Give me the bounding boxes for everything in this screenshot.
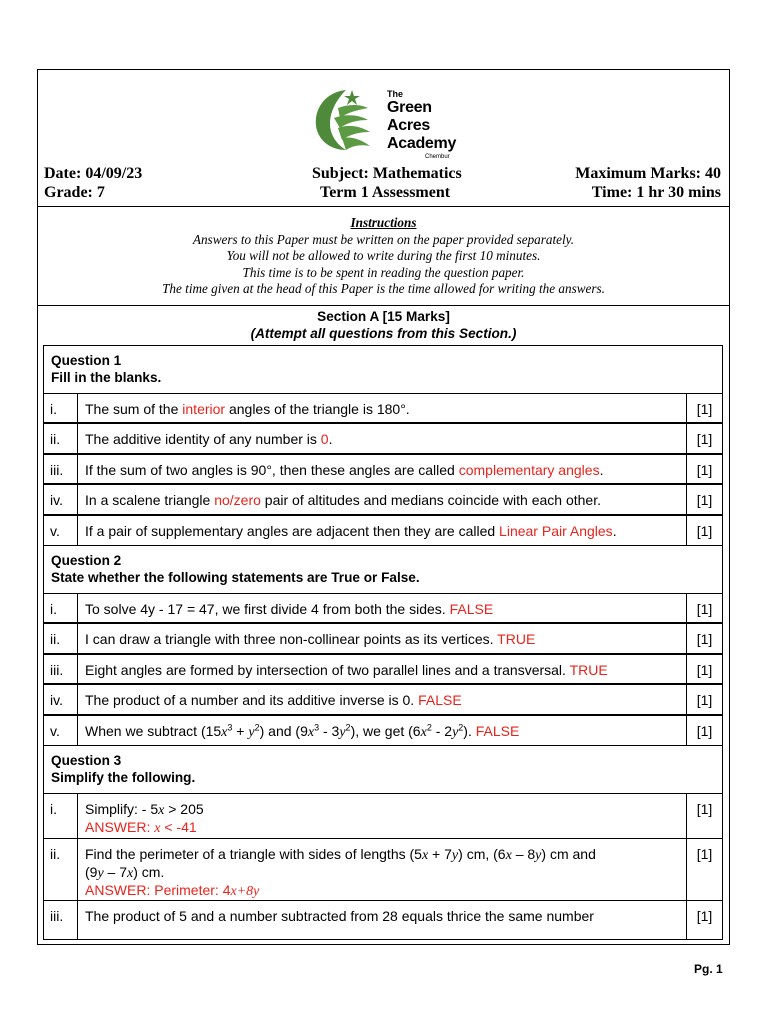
exponent: 2 xyxy=(426,722,432,733)
math-var: x xyxy=(421,848,429,863)
logo-name-line2: Academy xyxy=(387,135,457,152)
math-var: x xyxy=(154,821,161,836)
item-text-part: ), we get (6 xyxy=(350,723,421,739)
item-text-part: . xyxy=(599,462,604,478)
item-marks: [1] xyxy=(686,424,722,453)
section-title: Section A [15 Marks] xyxy=(317,309,450,324)
item-number: v. xyxy=(44,516,78,545)
item-marks: [1] xyxy=(686,839,722,900)
item-text-part: I can draw a triangle with three non-collinear points as its vertices. xyxy=(85,631,498,647)
item-text-part: . xyxy=(328,431,333,447)
item-text xyxy=(78,655,686,683)
item-text xyxy=(78,839,686,900)
item-number: ii. xyxy=(44,839,78,900)
item-text-part: In a scalene triangle xyxy=(85,492,215,508)
item-marks: [1] xyxy=(686,655,722,683)
item-number: i. xyxy=(44,594,78,622)
item-text xyxy=(78,516,686,545)
item-text xyxy=(78,394,686,422)
item-text-part: pair of altitudes and medians coincide with each other. xyxy=(260,492,602,508)
item-number: ii. xyxy=(44,424,78,453)
max-marks-label: Maximum Marks: 40 xyxy=(575,165,721,182)
q2-item xyxy=(43,623,723,654)
math-var: x xyxy=(307,725,315,740)
item-text xyxy=(78,455,686,483)
exponent: 2 xyxy=(345,722,351,733)
question-2-header xyxy=(43,545,723,594)
item-answer: TRUE xyxy=(569,662,608,678)
item-text-part: ) and (9 xyxy=(259,723,308,739)
item-answer: Linear Pair Angles xyxy=(499,523,613,539)
section-heading xyxy=(38,308,729,342)
q2-item xyxy=(43,715,723,746)
exponent: 2 xyxy=(254,722,260,733)
item-text-part: ) cm and xyxy=(541,846,596,862)
exponent: 3 xyxy=(227,722,233,733)
math-var: y xyxy=(452,725,459,740)
item-text-part: + xyxy=(232,723,249,739)
item-text-part: The additive identity of any number is xyxy=(85,431,321,447)
item-number: iv. xyxy=(44,485,78,514)
date-label: Date: 04/09/23 xyxy=(44,165,143,182)
item-text xyxy=(78,794,686,838)
exponent: 3 xyxy=(314,722,320,733)
item-text-part: Simplify: - 5 xyxy=(85,801,159,817)
item-marks: [1] xyxy=(686,624,722,653)
item-marks: [1] xyxy=(686,901,722,939)
logo-name-line1: Green Acres xyxy=(387,99,432,134)
item-number: iii. xyxy=(44,655,78,683)
item-number: iv. xyxy=(44,685,78,714)
math-var: x xyxy=(127,866,134,881)
item-marks: [1] xyxy=(686,794,722,838)
item-answer: ANSWER: Perimeter: 4 xyxy=(85,882,231,898)
instruction-line: The time given at the head of this Paper is the time allowed for writing the answers. xyxy=(162,281,605,296)
answer-line xyxy=(85,819,686,837)
item-answer: FALSE xyxy=(449,601,494,617)
question-line xyxy=(85,801,686,819)
item-text-part: . xyxy=(612,523,617,539)
math-var: y xyxy=(339,725,346,740)
page-number: Pg. 1 xyxy=(694,962,723,976)
q3-item xyxy=(43,838,723,901)
question-subtitle: Simplify the following. xyxy=(51,770,196,785)
subject-label: Subject: Mathematics xyxy=(312,165,462,182)
item-answer: FALSE xyxy=(418,692,462,708)
answer-line xyxy=(85,882,686,900)
math-var: y xyxy=(451,848,459,863)
item-text-part: – 7 xyxy=(103,864,128,880)
math-var: y xyxy=(97,866,104,881)
item-answer: interior xyxy=(182,401,226,417)
item-text-part: To solve 4y - 17 = 47, we first divide 4 from both the sides. xyxy=(85,601,450,617)
item-text xyxy=(78,485,686,514)
question-subtitle: Fill in the blanks. xyxy=(51,370,162,385)
item-text-part: + 7 xyxy=(428,846,452,862)
question-line xyxy=(85,846,686,864)
item-text-part: Eight angles are formed by intersection of two parallel lines and a transversal. xyxy=(85,662,570,678)
item-marks: [1] xyxy=(686,594,722,622)
math-var: x xyxy=(221,725,228,740)
q1-item xyxy=(43,515,723,546)
math-var: y xyxy=(248,725,255,740)
q3-item xyxy=(43,793,723,839)
item-answer: FALSE xyxy=(475,723,520,739)
math-var: x xyxy=(420,725,427,740)
math-var: x xyxy=(505,848,512,863)
item-text-part: angles of the triangle is 180°. xyxy=(225,401,410,417)
math-var: x xyxy=(158,803,165,818)
question-subtitle: State whether the following statements are True or False. xyxy=(51,570,420,585)
item-text-part: The sum of the xyxy=(85,401,183,417)
q2-item xyxy=(43,654,723,684)
item-text xyxy=(78,424,686,453)
q3-item xyxy=(43,900,723,940)
item-number: i. xyxy=(44,794,78,838)
question-title: Question 2 xyxy=(51,553,122,568)
item-text-part: ). xyxy=(463,723,476,739)
q2-item xyxy=(43,684,723,715)
item-text-part: If a pair of supplementary angles are adjacent then they are called xyxy=(85,523,500,539)
item-answer: < -41 xyxy=(160,819,197,835)
item-marks: [1] xyxy=(686,685,722,714)
math-var: y xyxy=(535,848,542,863)
item-text-part: ) cm, (6 xyxy=(458,846,506,862)
instruction-line: You will not be allowed to write during the first 10 minutes. xyxy=(226,248,541,263)
question-3-header xyxy=(43,745,723,794)
item-answer: 0 xyxy=(320,431,329,447)
item-text-part: The product of a number and its additive inverse is 0. xyxy=(85,692,419,708)
item-number: ii. xyxy=(44,624,78,653)
item-number: i. xyxy=(44,394,78,422)
question-title: Question 1 xyxy=(51,353,122,368)
item-text-part: ) cm. xyxy=(133,864,165,880)
instructions-block xyxy=(38,207,729,306)
item-text-part: - 2 xyxy=(431,723,453,739)
logo-subtitle: Chembur xyxy=(425,154,450,160)
grade-label: Grade: 7 xyxy=(44,184,105,201)
item-text xyxy=(78,624,686,653)
time-label: Time: 1 hr 30 mins xyxy=(591,184,721,201)
item-marks: [1] xyxy=(686,455,722,483)
exponent: 2 xyxy=(458,722,464,733)
logo-text xyxy=(387,89,468,161)
item-text-part: Find the perimeter of a triangle with sides of lengths (5 xyxy=(85,846,422,862)
item-number: iii. xyxy=(44,455,78,483)
instruction-line: Answers to this Paper must be written on the paper provided separately. xyxy=(192,231,575,247)
item-text-part: > 205 xyxy=(164,801,204,817)
question-title: Question 3 xyxy=(51,753,122,768)
item-text-part: If the sum of two angles is 90°, then these angles are called xyxy=(85,462,459,478)
item-number: v. xyxy=(44,716,78,745)
item-text-part: - 3 xyxy=(319,723,340,739)
q1-item xyxy=(43,484,723,515)
item-text-part: – 8 xyxy=(511,846,536,862)
item-text xyxy=(78,594,686,622)
item-answer: no/zero xyxy=(214,492,261,508)
instructions-title: Instructions xyxy=(350,215,417,230)
q1-item xyxy=(43,454,723,484)
question-line xyxy=(85,864,686,882)
question-1-header xyxy=(43,345,723,394)
item-text xyxy=(78,716,686,745)
logo-the: The xyxy=(387,89,404,99)
item-marks: [1] xyxy=(686,516,722,545)
item-text: The product of 5 and a number subtracted from 28 equals thrice the same number xyxy=(85,908,594,924)
math-expression: x+8y xyxy=(230,884,260,899)
item-answer: complementary angles xyxy=(458,462,600,478)
item-text-part: When we subtract (15 xyxy=(85,723,222,739)
instruction-line: This time is to be spent in reading the question paper. xyxy=(242,264,525,280)
item-text xyxy=(78,685,686,714)
green-leaf-star-icon xyxy=(308,84,384,154)
item-marks: [1] xyxy=(686,394,722,422)
item-answer: ANSWER: xyxy=(85,819,155,835)
item-marks: [1] xyxy=(686,485,722,514)
item-text-part: (9 xyxy=(85,864,98,880)
q2-item xyxy=(43,593,723,623)
term-label: Term 1 Assessment xyxy=(320,184,451,201)
section-subtitle: (Attempt all questions from this Section.) xyxy=(250,326,517,341)
q1-item xyxy=(43,393,723,423)
school-logo xyxy=(308,84,468,160)
paper-header xyxy=(38,70,729,207)
item-marks: [1] xyxy=(686,716,722,745)
q1-item xyxy=(43,423,723,454)
item-answer: TRUE xyxy=(497,631,536,647)
item-number: iii. xyxy=(44,901,78,939)
exam-paper-frame xyxy=(37,69,730,945)
